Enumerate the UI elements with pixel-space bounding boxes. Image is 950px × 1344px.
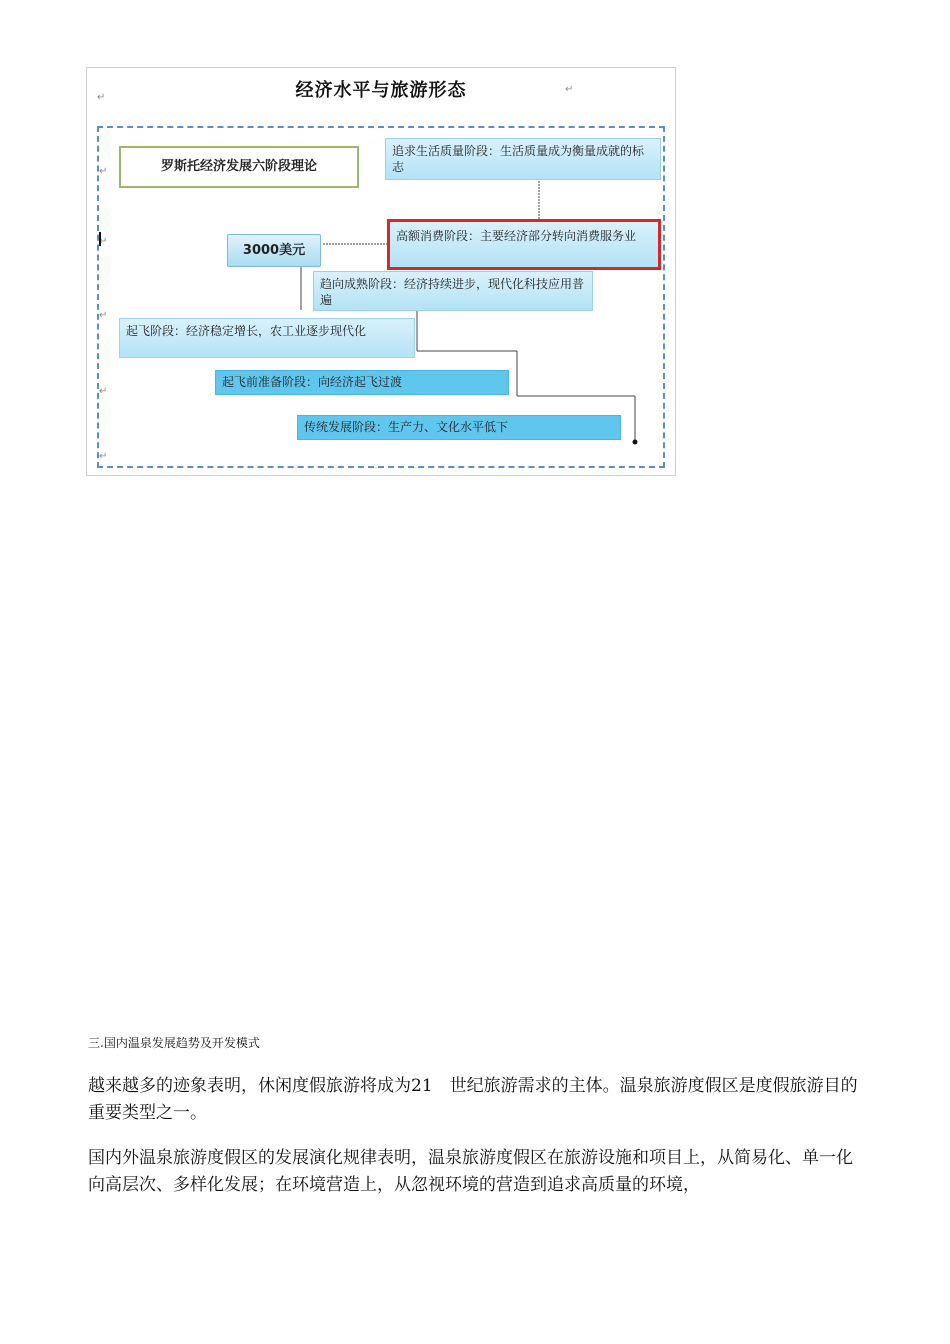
paragraph-mark-icon: ↵ [97,92,106,103]
paragraph-mark-icon: ↵ [99,310,108,321]
figure-title: 经济水平与旅游形态 [295,80,467,101]
body-paragraph: 国内外温泉旅游度假区的发展演化规律表明，温泉旅游度假区在旅游设施和项目上，从简易化、单一化向高层次、多样化发展；在环境营造上，从忽视环境的营造到追求高质量的环境， [88,1148,853,1195]
stage-box-maturity: 趋向成熟阶段：经济持续进步，现代化科技应用普遍 [313,271,593,311]
stage-box-traditional: 传统发展阶段：生产力、文化水平低下 [297,415,621,440]
paragraph-mark-icon: ↵ [99,451,108,462]
body-paragraph: 越来越多的迹象表明，休闲度假旅游将成为21 世纪旅游需求的主体。温泉旅游度假区是度假旅游目的重要类型之一。 [88,1076,858,1123]
paragraph-mark-icon: ↵ [99,386,108,397]
stage-box-take-off: 起飞阶段：经济稳定增长，农工业逐步现代化 [119,318,415,358]
theory-label-box: 罗斯托经济发展六阶段理论 [119,146,359,188]
paragraph-mark-icon: ↵ [99,166,108,177]
stage-box-preconditions: 起飞前准备阶段：向经济起飞过渡 [215,370,509,395]
paragraph-mark-icon: ↵ [565,84,574,95]
economy-tourism-figure [86,67,676,476]
threshold-box: 3000美元 [227,234,321,267]
stage-box-high-consumption: 高额消费阶段：主要经济部分转向消费服务业 [387,219,661,270]
paragraph-mark-icon: ↵ [99,236,108,247]
stage-box-quality-of-life: 追求生活质量阶段：生活质量成为衡量成就的标志 [385,138,661,180]
section-heading: 三.国内温泉发展趋势及开发模式 [88,1036,260,1050]
